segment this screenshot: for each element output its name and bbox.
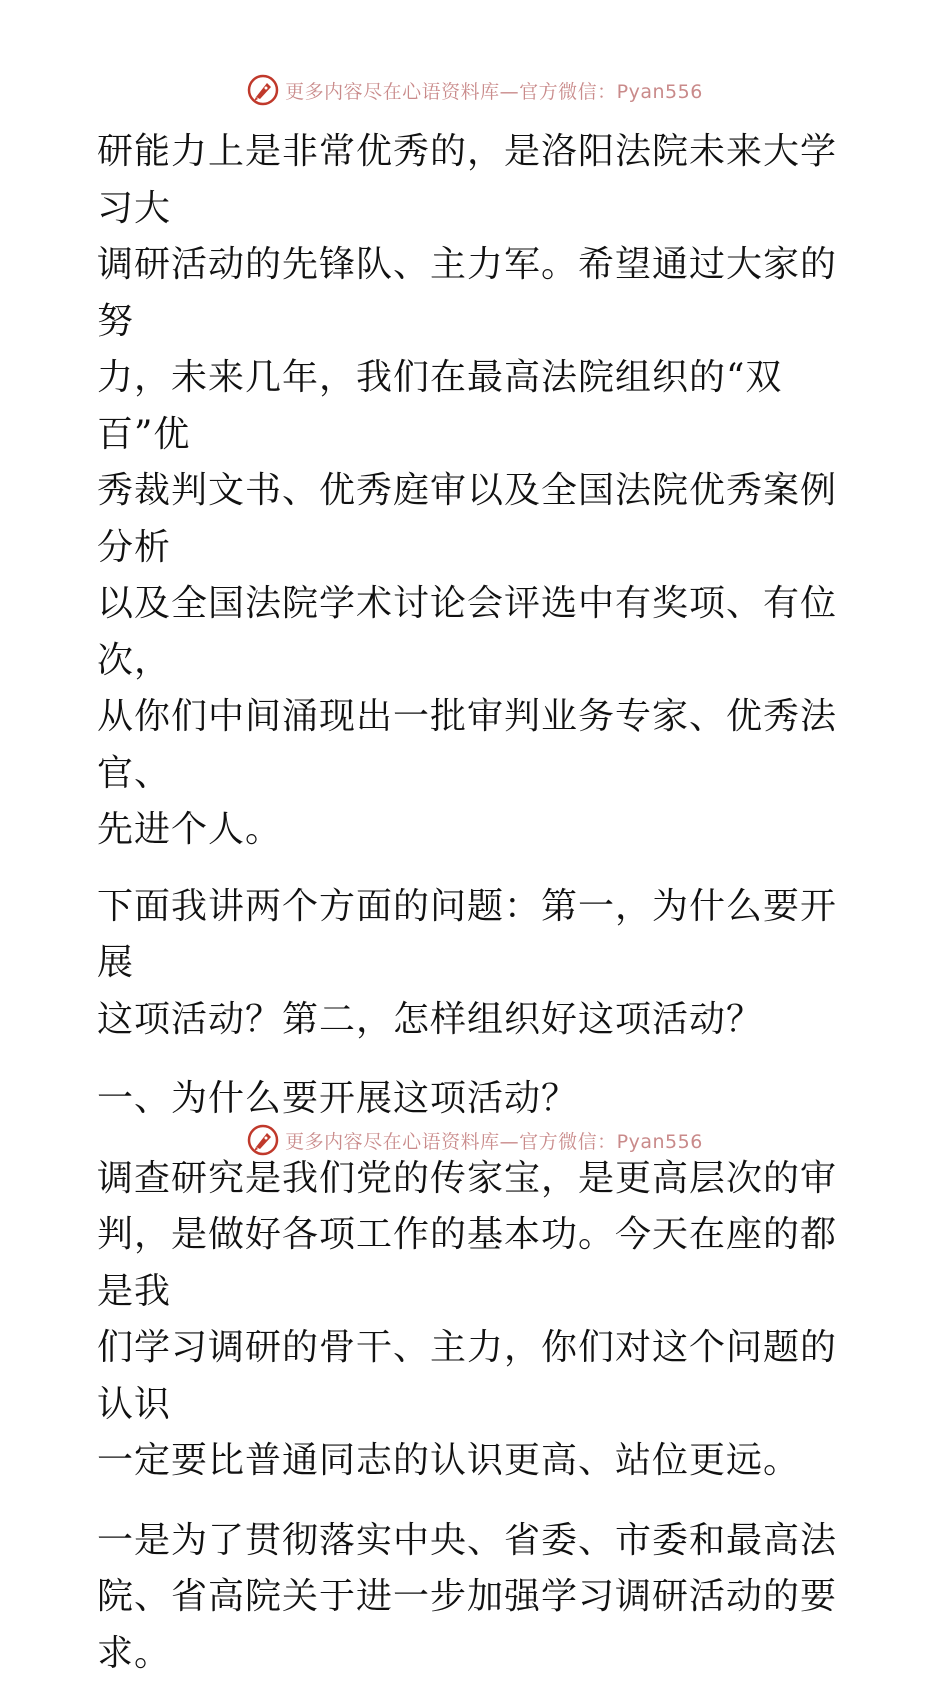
pen-nib-logo-icon [247, 74, 279, 106]
watermark-text: 更多内容尽在心语资料库—官方微信：Pyan556 [285, 1127, 703, 1154]
document-body [97, 124, 857, 1682]
paragraph: 调查研究是我们党的传家宝，是更高层次的审 判，是做好各项工作的基本功。今天在座的都是我 们学习调研的骨干、主力，你们对这个问题的认识 一定要比普通同志的认识更高、站位更远。 [97, 1151, 857, 1490]
footer-watermark [0, 1120, 950, 1160]
watermark-text: 更多内容尽在心语资料库—官方微信：Pyan556 [285, 77, 703, 104]
header-watermark [0, 70, 950, 110]
pen-nib-logo-icon [247, 1124, 279, 1156]
paragraph: 研能力上是非常优秀的，是洛阳法院未来大学习大 调研活动的先锋队、主力军。希望通过大家的努 力，未来几年，我们在最高法院组织的“双百”优 秀裁判文书、优秀庭审以及全国法院优秀案例分析 以及全国法院学术讨论会评选中有奖项、有位次， 从你们中间涌现出一批审判业务专家、优秀法官、 先进个人。 [97, 124, 857, 859]
paragraph: 一是为了贯彻落实中央、省委、市委和最高法 院、省高院关于进一步加强学习调研活动的要求。 [97, 1513, 857, 1682]
paragraph: 下面我讲两个方面的问题：第一，为什么要开展 这项活动？第二，怎样组织好这项活动？ [97, 879, 857, 1049]
section-heading: 一、为什么要开展这项活动？ [97, 1071, 857, 1128]
